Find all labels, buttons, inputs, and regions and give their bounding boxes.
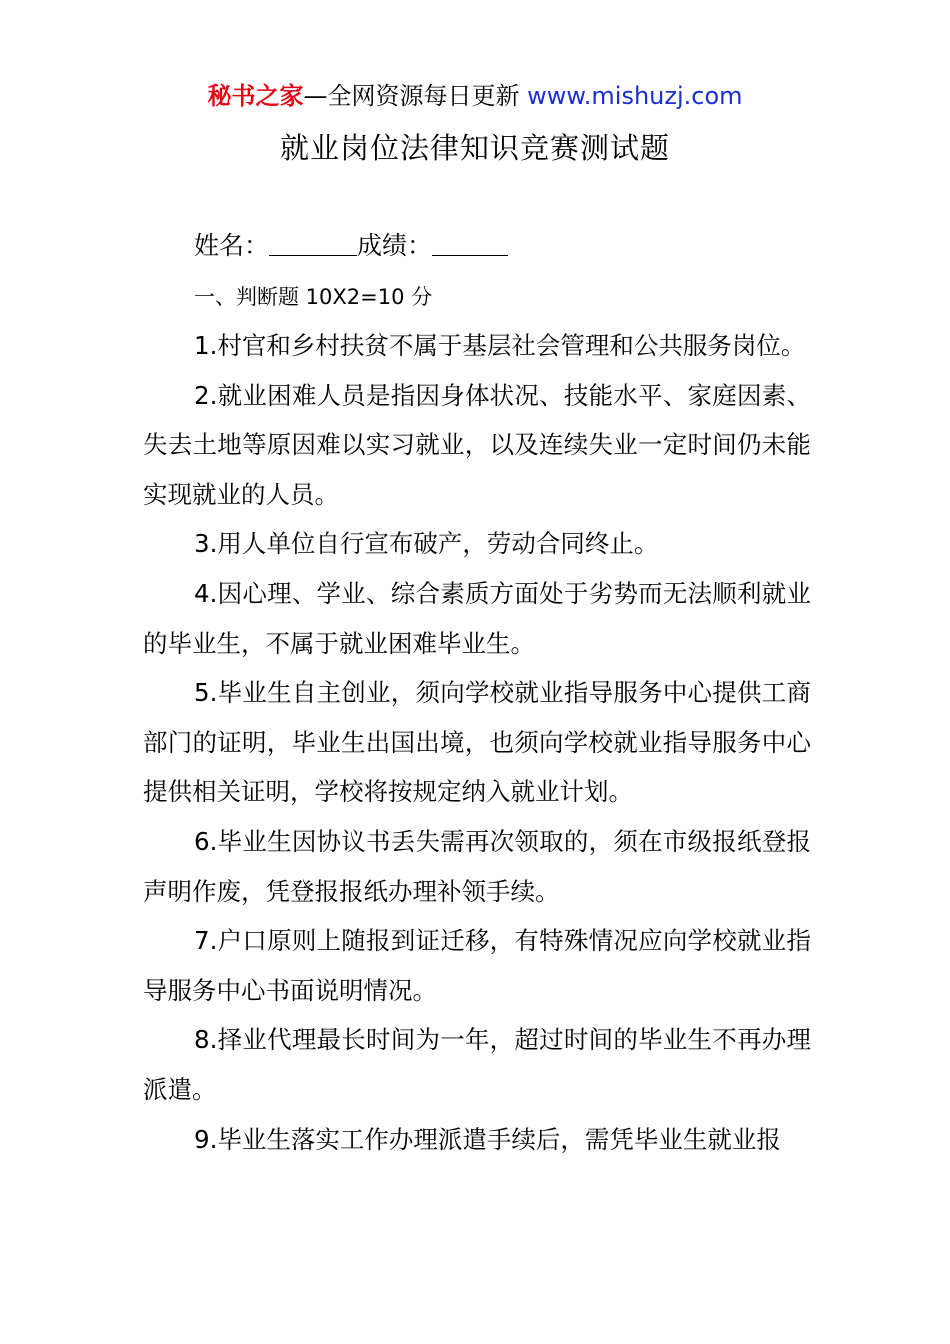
name-blank — [269, 227, 357, 256]
question-item: 1.村官和乡村扶贫不属于基层社会管理和公共服务岗位。 — [194, 331, 806, 360]
question-item: 5.毕业生自主创业，须向学校就业指导服务中心提供工商部门的证明，毕业生出国出境，也须向学校就业指导服务中心提供相关证明，学校将按规定纳入就业计划。 — [143, 678, 811, 807]
name-score-line — [194, 226, 508, 266]
question-item: 8.择业代理最长时间为一年，超过时间的毕业生不再办理派遣。 — [143, 1025, 811, 1104]
site-url-link[interactable]: www.mishuzj.com — [527, 82, 743, 110]
question-item: 6.毕业生因协议书丢失需再次领取的，须在市级报纸登报声明作废，凭登报报纸办理补领手续。 — [143, 826, 811, 906]
question-list — [143, 321, 811, 1164]
name-label: 姓名： — [194, 231, 270, 260]
score-label: 成绩： — [357, 231, 433, 260]
header-tagline: —全网资源每日更新 — [303, 82, 528, 110]
score-blank — [432, 227, 508, 256]
question-item: 3.用人单位自行宣布破产，劳动合同终止。 — [194, 529, 659, 559]
question-item: 7.户口原则上随报到证迁移，有特殊情况应向学校就业指导服务中心书面说明情况。 — [143, 926, 811, 1005]
site-header — [0, 78, 950, 114]
section-heading: 一、判断题 10X2=10 分 — [194, 285, 433, 309]
brand-name: 秘书之家 — [207, 82, 304, 110]
document-title: 就业岗位法律知识竞赛测试题 — [279, 131, 670, 165]
question-item: 4.因心理、学业、综合素质方面处于劣势而无法顺利就业的毕业生，不属于就业困难毕业生。 — [143, 578, 811, 658]
question-item: 9.毕业生落实工作办理派遣手续后，需凭毕业生就业报 — [194, 1124, 781, 1154]
question-item: 2.就业困难人员是指因身体状况、技能水平、家庭因素、失去土地等原因难以实习就业，以及连续失业一定时间仍未能实现就业的人员。 — [143, 380, 811, 509]
